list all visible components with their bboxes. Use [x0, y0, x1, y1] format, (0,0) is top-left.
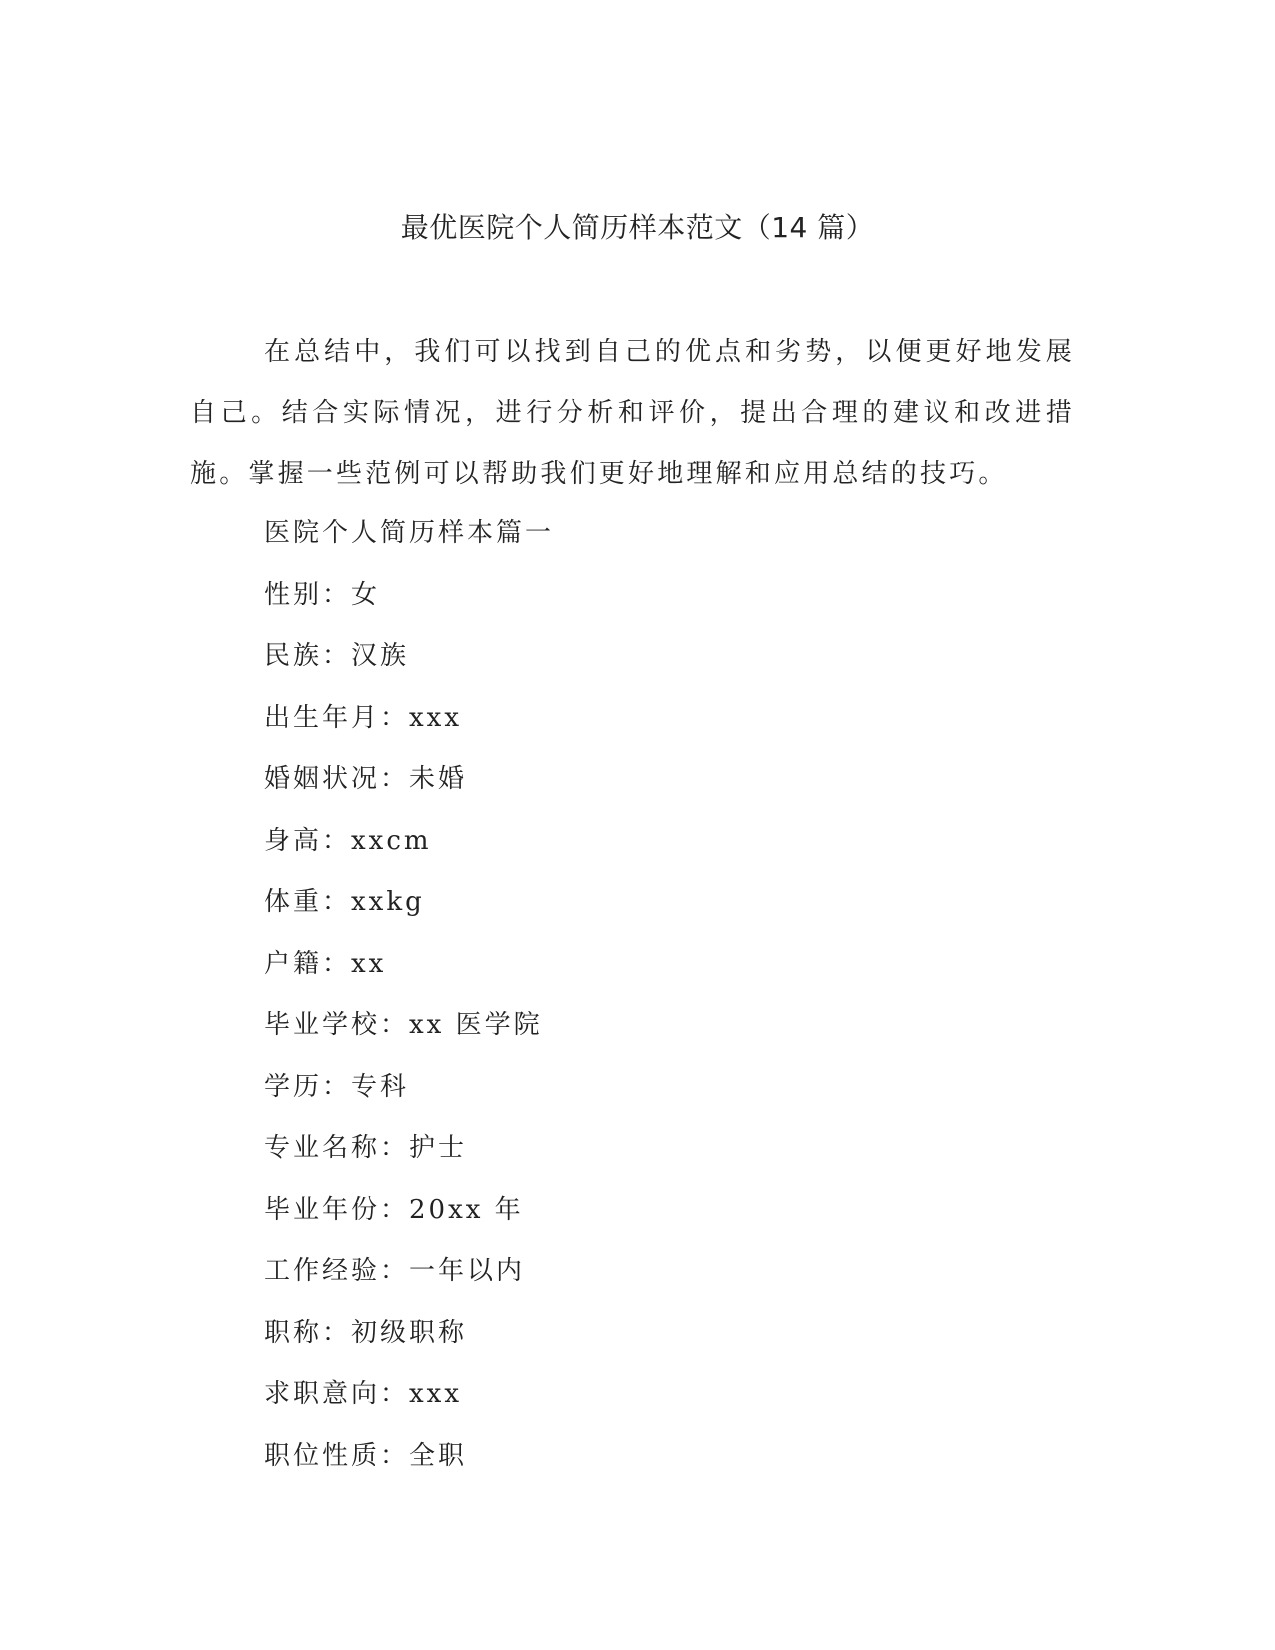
resume-field-list — [264, 513, 554, 1497]
section-heading: 医院个人简历样本篇一 — [264, 518, 555, 548]
field-position-type: 职位性质：全职 — [264, 1440, 468, 1471]
field-professional-title: 职称：初级职称 — [264, 1317, 468, 1348]
field-graduation-year: 毕业年份：20xx 年 — [264, 1194, 524, 1225]
field-job-objective: 求职意向：xxx — [264, 1379, 462, 1409]
field-marital-status: 婚姻状况：未婚 — [264, 764, 468, 794]
field-birth-date: 出生年月：xxx — [264, 702, 462, 733]
field-household-registration: 户籍：xx — [264, 948, 387, 979]
field-height: 身高：xxcm — [264, 825, 432, 856]
field-work-experience: 工作经验：一年以内 — [264, 1256, 526, 1286]
field-graduated-school: 毕业学校：xx 医学院 — [264, 1010, 543, 1040]
intro-paragraph: 在总结中，我们可以找到自己的优点和劣势，以便更好地发展自己。结合实际情况，进行分析和评价，提出合理的建议和改进措施。掌握一些范例可以帮助我们更好地理解和应用总结的技巧。 — [190, 337, 1075, 489]
field-ethnicity: 民族：汉族 — [264, 641, 410, 671]
field-gender: 性别：女 — [264, 579, 381, 610]
document-title: 最优医院个人简历样本范文（14 篇） — [400, 211, 875, 244]
field-major: 专业名称：护士 — [264, 1133, 468, 1163]
field-weight: 体重：xxkg — [264, 887, 425, 917]
field-education: 学历：专科 — [264, 1071, 410, 1102]
